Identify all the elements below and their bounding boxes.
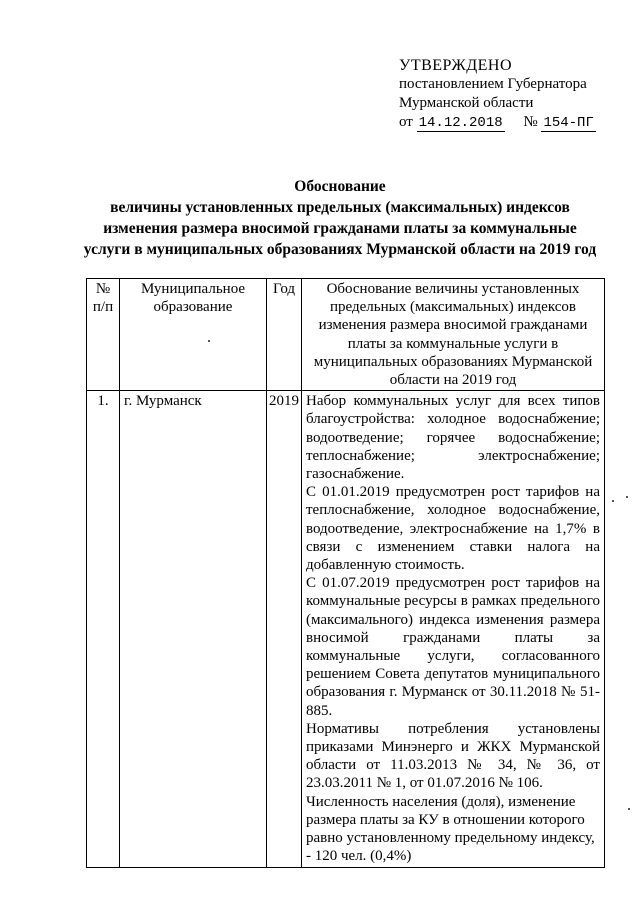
title-line-4: услуги в муниципальных образованиях Мурманской области на 2019 год <box>83 241 597 258</box>
row-num: 1. <box>87 391 120 867</box>
scan-speck <box>208 340 210 342</box>
header-year: Год <box>267 279 302 391</box>
document-title <box>70 176 610 260</box>
row-municipality: г. Мурманск <box>120 391 267 867</box>
justification-paragraph: Набор коммунальных услуг для всех типов благоустройства: холодное водоснабжение; водоотведение; горячее водоснабжение; теплоснабжение; электроснабжение; газоснабжение. <box>306 393 600 483</box>
title-line-1: Обоснование <box>294 178 386 195</box>
approval-heading: УТВЕРЖДЕНО <box>399 57 513 74</box>
date-prefix: от <box>399 114 413 130</box>
approval-date: 14.12.2018 <box>418 115 503 131</box>
justification-paragraph: Численность населения (доля), изменение размера платы за КУ в отношении которого равно установленному предельному индексу, - 120 чел. (0,4%) <box>306 793 595 865</box>
approval-date-line <box>399 113 596 133</box>
scan-speck <box>612 500 614 502</box>
justification-paragraph: С 01.07.2019 предусмотрен рост тарифов на коммунальные ресурсы в рамках предельного (максимального) индекса изменения размера вносимой гражданами платы за коммунальные услуги, согласованного решением Совета депутатов муниципального образования г. Мурманск от 30.11.2018 № 51-885. <box>306 575 600 719</box>
header-municipality: Муниципальное образование <box>120 279 267 391</box>
justification-paragraph: Нормативы потребления установлены приказами Минэнерго и ЖКХ Мурманской области от 11.03.2013 № 34, № 36, от 23.03.2011 № 1, от 01.07.2016 № 106. <box>306 720 600 792</box>
row-justification <box>302 391 605 867</box>
justification-paragraph: С 01.01.2019 предусмотрен рост тарифов на теплоснабжение, холодное водоснабжение, водоотведение, электроснабжение на 1,7% в связи с изменением ставки налога на добавленную стоимость. <box>306 484 600 574</box>
approval-number: 154-ПГ <box>543 115 594 131</box>
table-header-row <box>87 279 605 391</box>
justification-table <box>86 278 605 868</box>
number-prefix: № <box>523 114 538 130</box>
approval-line-1: постановлением Губернатора <box>399 76 587 92</box>
title-line-2: величины установленных предельных (максимальных) индексов <box>110 199 570 216</box>
title-line-3: изменения размера вносимой гражданами платы за коммунальные <box>103 220 577 237</box>
approval-stamp <box>399 56 596 133</box>
row-year: 2019 <box>267 391 302 867</box>
table-row <box>87 391 605 867</box>
header-num: № п/п <box>87 279 120 391</box>
header-justification: Обоснование величины установленных предельных (максимальных) индексов изменения размера вносимой гражданами платы за коммунальные услуги в муниципальных образованиях Мурманской области на 2019 год <box>302 279 605 391</box>
approval-line-2: Мурманской области <box>399 95 534 111</box>
scan-speck <box>628 808 630 810</box>
scan-speck <box>626 496 628 498</box>
